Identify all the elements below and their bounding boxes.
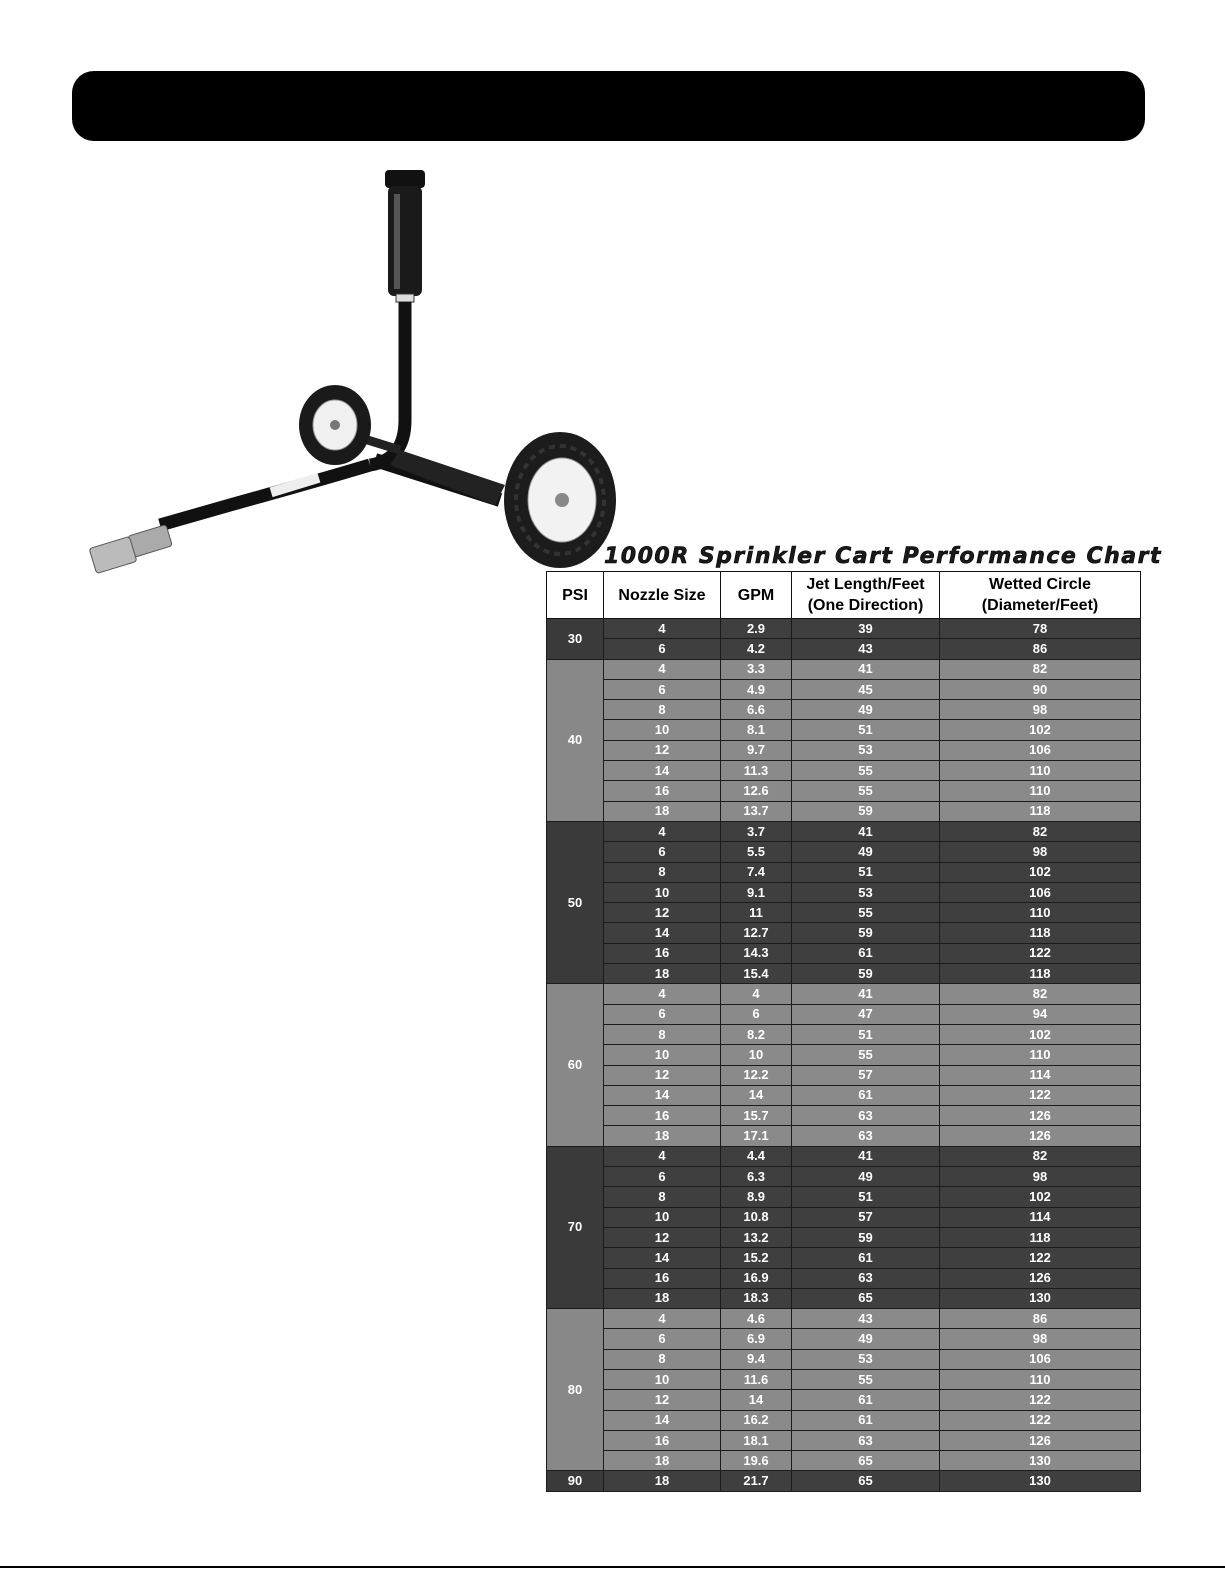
- table-row: [547, 964, 1141, 984]
- gpm-cell: 7.4: [721, 862, 792, 882]
- jet-length-cell: 51: [792, 1024, 940, 1044]
- nozzle-size-cell: 4: [604, 1146, 721, 1166]
- nozzle-size-cell: 4: [604, 619, 721, 639]
- nozzle-size-cell: 4: [604, 984, 721, 1004]
- gpm-cell: 5.5: [721, 842, 792, 862]
- header-nozzle-size: Nozzle Size: [604, 572, 721, 619]
- wetted-circle-cell: 130: [940, 1471, 1141, 1491]
- wetted-circle-cell: 86: [940, 1309, 1141, 1329]
- jet-length-cell: 49: [792, 1329, 940, 1349]
- jet-length-cell: 65: [792, 1471, 940, 1491]
- nozzle-size-cell: 4: [604, 821, 721, 841]
- table-body: [547, 619, 1141, 1492]
- table-row: [547, 1187, 1141, 1207]
- gpm-cell: 9.4: [721, 1349, 792, 1369]
- table-row: [547, 1288, 1141, 1308]
- jet-length-cell: 45: [792, 679, 940, 699]
- nozzle-size-cell: 14: [604, 761, 721, 781]
- gpm-cell: 2.9: [721, 619, 792, 639]
- table-row: [547, 1248, 1141, 1268]
- jet-length-cell: 47: [792, 1004, 940, 1024]
- table-row: [547, 639, 1141, 659]
- jet-length-cell: 63: [792, 1430, 940, 1450]
- wetted-circle-cell: 110: [940, 1369, 1141, 1389]
- gpm-cell: 9.7: [721, 740, 792, 760]
- nozzle-size-cell: 14: [604, 1248, 721, 1268]
- gpm-cell: 21.7: [721, 1471, 792, 1491]
- table-row: [547, 1430, 1141, 1450]
- nozzle-size-cell: 10: [604, 1369, 721, 1389]
- table-row: [547, 1126, 1141, 1146]
- gpm-cell: 6: [721, 1004, 792, 1024]
- gpm-cell: 12.6: [721, 781, 792, 801]
- nozzle-size-cell: 16: [604, 1106, 721, 1126]
- jet-length-cell: 57: [792, 1207, 940, 1227]
- psi-cell: 70: [547, 1146, 604, 1308]
- nozzle-size-cell: 6: [604, 1329, 721, 1349]
- gpm-cell: 8.9: [721, 1187, 792, 1207]
- header-bar: [72, 71, 1145, 141]
- wetted-circle-cell: 90: [940, 679, 1141, 699]
- gpm-cell: 11.3: [721, 761, 792, 781]
- wetted-circle-cell: 126: [940, 1268, 1141, 1288]
- jet-length-cell: 61: [792, 943, 940, 963]
- table-row: [547, 1167, 1141, 1187]
- gpm-cell: 6.9: [721, 1329, 792, 1349]
- gpm-cell: 18.1: [721, 1430, 792, 1450]
- header-psi: PSI: [547, 572, 604, 619]
- wetted-circle-cell: 78: [940, 619, 1141, 639]
- table-row: [547, 1471, 1141, 1491]
- nozzle-size-cell: 6: [604, 842, 721, 862]
- gpm-cell: 16.2: [721, 1410, 792, 1430]
- gpm-cell: 3.7: [721, 821, 792, 841]
- table-row: [547, 1045, 1141, 1065]
- table-row: [547, 984, 1141, 1004]
- wetted-circle-cell: 102: [940, 1024, 1141, 1044]
- nozzle-size-cell: 8: [604, 1187, 721, 1207]
- table-row: [547, 1085, 1141, 1105]
- table-row: [547, 1451, 1141, 1471]
- gpm-cell: 4: [721, 984, 792, 1004]
- gpm-cell: 16.9: [721, 1268, 792, 1288]
- table-row: [547, 943, 1141, 963]
- gpm-cell: 15.4: [721, 964, 792, 984]
- table-row: [547, 862, 1141, 882]
- wetted-circle-cell: 98: [940, 1167, 1141, 1187]
- jet-length-cell: 53: [792, 1349, 940, 1369]
- table-row: [547, 700, 1141, 720]
- nozzle-size-cell: 8: [604, 700, 721, 720]
- wetted-circle-cell: 106: [940, 882, 1141, 902]
- jet-length-cell: 51: [792, 1187, 940, 1207]
- wetted-circle-cell: 102: [940, 862, 1141, 882]
- nozzle-size-cell: 18: [604, 801, 721, 821]
- gpm-cell: 6.3: [721, 1167, 792, 1187]
- nozzle-size-cell: 18: [604, 1126, 721, 1146]
- gpm-cell: 4.9: [721, 679, 792, 699]
- wetted-circle-cell: 86: [940, 639, 1141, 659]
- table-row: [547, 1390, 1141, 1410]
- table-row: [547, 1004, 1141, 1024]
- table-row: [547, 679, 1141, 699]
- jet-length-cell: 59: [792, 801, 940, 821]
- wetted-circle-cell: 102: [940, 1187, 1141, 1207]
- jet-length-cell: 41: [792, 1146, 940, 1166]
- jet-length-cell: 43: [792, 1309, 940, 1329]
- jet-length-cell: 59: [792, 964, 940, 984]
- wetted-circle-cell: 114: [940, 1207, 1141, 1227]
- table-row: [547, 1369, 1141, 1389]
- performance-table: [546, 571, 1141, 1492]
- table-row: [547, 842, 1141, 862]
- psi-cell: 40: [547, 659, 604, 821]
- nozzle-size-cell: 18: [604, 1451, 721, 1471]
- wetted-circle-cell: 94: [940, 1004, 1141, 1024]
- sprinkler-cart-image: [70, 160, 630, 600]
- psi-cell: 60: [547, 984, 604, 1146]
- table-row: [547, 882, 1141, 902]
- nozzle-size-cell: 4: [604, 659, 721, 679]
- nozzle-size-cell: 12: [604, 740, 721, 760]
- chart-title: 1000R Sprinkler Cart Performance Chart: [604, 544, 1163, 569]
- table-row: [547, 1024, 1141, 1044]
- gpm-cell: 12.7: [721, 923, 792, 943]
- psi-cell: 30: [547, 619, 604, 660]
- jet-length-cell: 59: [792, 1227, 940, 1247]
- wetted-circle-cell: 110: [940, 761, 1141, 781]
- jet-length-cell: 55: [792, 1369, 940, 1389]
- wetted-circle-cell: 118: [940, 964, 1141, 984]
- wetted-circle-cell: 122: [940, 1410, 1141, 1430]
- jet-length-cell: 61: [792, 1410, 940, 1430]
- jet-length-cell: 43: [792, 639, 940, 659]
- table-header-row: [547, 572, 1141, 619]
- wetted-circle-cell: 122: [940, 1248, 1141, 1268]
- nozzle-size-cell: 6: [604, 1167, 721, 1187]
- jet-length-cell: 61: [792, 1248, 940, 1268]
- nozzle-size-cell: 18: [604, 1288, 721, 1308]
- table-row: [547, 801, 1141, 821]
- jet-length-cell: 49: [792, 700, 940, 720]
- psi-cell: 50: [547, 821, 604, 983]
- wetted-circle-cell: 122: [940, 943, 1141, 963]
- gpm-cell: 4.6: [721, 1309, 792, 1329]
- nozzle-size-cell: 8: [604, 1024, 721, 1044]
- nozzle-size-cell: 18: [604, 1471, 721, 1491]
- jet-length-cell: 63: [792, 1268, 940, 1288]
- wetted-circle-cell: 114: [940, 1065, 1141, 1085]
- nozzle-size-cell: 16: [604, 781, 721, 801]
- wetted-circle-cell: 122: [940, 1085, 1141, 1105]
- table-row: [547, 1106, 1141, 1126]
- nozzle-size-cell: 6: [604, 679, 721, 699]
- wetted-circle-cell: 126: [940, 1430, 1141, 1450]
- table-row: [547, 1329, 1141, 1349]
- table-row: [547, 903, 1141, 923]
- nozzle-size-cell: 14: [604, 1085, 721, 1105]
- wetted-circle-cell: 98: [940, 1329, 1141, 1349]
- jet-length-cell: 55: [792, 781, 940, 801]
- jet-length-cell: 53: [792, 882, 940, 902]
- jet-length-cell: 57: [792, 1065, 940, 1085]
- table-row: [547, 720, 1141, 740]
- nozzle-size-cell: 12: [604, 903, 721, 923]
- nozzle-size-cell: 10: [604, 1207, 721, 1227]
- jet-length-cell: 49: [792, 842, 940, 862]
- wetted-circle-cell: 82: [940, 1146, 1141, 1166]
- gpm-cell: 6.6: [721, 700, 792, 720]
- nozzle-size-cell: 10: [604, 882, 721, 902]
- table-row: [547, 761, 1141, 781]
- gpm-cell: 11: [721, 903, 792, 923]
- wetted-circle-cell: 82: [940, 984, 1141, 1004]
- gpm-cell: 17.1: [721, 1126, 792, 1146]
- jet-length-cell: 61: [792, 1085, 940, 1105]
- gpm-cell: 11.6: [721, 1369, 792, 1389]
- nozzle-size-cell: 10: [604, 720, 721, 740]
- wetted-circle-cell: 98: [940, 842, 1141, 862]
- table-row: [547, 1227, 1141, 1247]
- nozzle-size-cell: 16: [604, 1430, 721, 1450]
- table-row: [547, 740, 1141, 760]
- jet-length-cell: 41: [792, 659, 940, 679]
- wetted-circle-cell: 126: [940, 1106, 1141, 1126]
- gpm-cell: 10.8: [721, 1207, 792, 1227]
- nozzle-size-cell: 8: [604, 1349, 721, 1369]
- gpm-cell: 12.2: [721, 1065, 792, 1085]
- table-row: [547, 1309, 1141, 1329]
- jet-length-cell: 55: [792, 903, 940, 923]
- wetted-circle-cell: 130: [940, 1288, 1141, 1308]
- jet-length-cell: 49: [792, 1167, 940, 1187]
- table-row: [547, 923, 1141, 943]
- nozzle-size-cell: 12: [604, 1227, 721, 1247]
- wetted-circle-cell: 118: [940, 801, 1141, 821]
- table-row: [547, 1065, 1141, 1085]
- nozzle-size-cell: 6: [604, 639, 721, 659]
- gpm-cell: 4.4: [721, 1146, 792, 1166]
- nozzle-size-cell: 12: [604, 1065, 721, 1085]
- gpm-cell: 4.2: [721, 639, 792, 659]
- jet-length-cell: 65: [792, 1288, 940, 1308]
- nozzle-size-cell: 14: [604, 1410, 721, 1430]
- gpm-cell: 13.2: [721, 1227, 792, 1247]
- wetted-circle-cell: 126: [940, 1126, 1141, 1146]
- wetted-circle-cell: 106: [940, 740, 1141, 760]
- nozzle-size-cell: 16: [604, 943, 721, 963]
- nozzle-size-cell: 16: [604, 1268, 721, 1288]
- gpm-cell: 18.3: [721, 1288, 792, 1308]
- nozzle-size-cell: 14: [604, 923, 721, 943]
- gpm-cell: 9.1: [721, 882, 792, 902]
- header-jet-length: Jet Length/Feet (One Direction): [792, 572, 940, 619]
- gpm-cell: 15.7: [721, 1106, 792, 1126]
- gpm-cell: 19.6: [721, 1451, 792, 1471]
- wetted-circle-cell: 106: [940, 1349, 1141, 1369]
- wetted-circle-cell: 118: [940, 1227, 1141, 1247]
- gpm-cell: 14.3: [721, 943, 792, 963]
- gpm-cell: 10: [721, 1045, 792, 1065]
- jet-length-cell: 63: [792, 1106, 940, 1126]
- gpm-cell: 3.3: [721, 659, 792, 679]
- wetted-circle-cell: 110: [940, 903, 1141, 923]
- table-row: [547, 1349, 1141, 1369]
- wetted-circle-cell: 82: [940, 821, 1141, 841]
- nozzle-size-cell: 18: [604, 964, 721, 984]
- jet-length-cell: 55: [792, 1045, 940, 1065]
- table-row: [547, 781, 1141, 801]
- table-row: [547, 1207, 1141, 1227]
- nozzle-size-cell: 4: [604, 1309, 721, 1329]
- wetted-circle-cell: 118: [940, 923, 1141, 943]
- wetted-circle-cell: 98: [940, 700, 1141, 720]
- table-row: [547, 619, 1141, 639]
- jet-length-cell: 41: [792, 984, 940, 1004]
- wetted-circle-cell: 110: [940, 781, 1141, 801]
- nozzle-size-cell: 10: [604, 1045, 721, 1065]
- wetted-circle-cell: 122: [940, 1390, 1141, 1410]
- jet-length-cell: 61: [792, 1390, 940, 1410]
- bottom-rule: [0, 1566, 1225, 1568]
- jet-length-cell: 51: [792, 862, 940, 882]
- jet-length-cell: 41: [792, 821, 940, 841]
- table-row: [547, 1146, 1141, 1166]
- gpm-cell: 8.2: [721, 1024, 792, 1044]
- jet-length-cell: 63: [792, 1126, 940, 1146]
- table-row: [547, 659, 1141, 679]
- jet-length-cell: 55: [792, 761, 940, 781]
- jet-length-cell: 51: [792, 720, 940, 740]
- gpm-cell: 15.2: [721, 1248, 792, 1268]
- jet-length-cell: 59: [792, 923, 940, 943]
- nozzle-size-cell: 6: [604, 1004, 721, 1024]
- wetted-circle-cell: 110: [940, 1045, 1141, 1065]
- jet-length-cell: 53: [792, 740, 940, 760]
- psi-cell: 90: [547, 1471, 604, 1491]
- table-row: [547, 1268, 1141, 1288]
- gpm-cell: 14: [721, 1085, 792, 1105]
- wetted-circle-cell: 130: [940, 1451, 1141, 1471]
- wetted-circle-cell: 82: [940, 659, 1141, 679]
- psi-cell: 80: [547, 1309, 604, 1471]
- jet-length-cell: 39: [792, 619, 940, 639]
- gpm-cell: 8.1: [721, 720, 792, 740]
- table-row: [547, 1410, 1141, 1430]
- jet-length-cell: 65: [792, 1451, 940, 1471]
- nozzle-size-cell: 12: [604, 1390, 721, 1410]
- header-wetted-circle: Wetted Circle (Diameter/Feet): [940, 572, 1141, 619]
- header-gpm: GPM: [721, 572, 792, 619]
- wetted-circle-cell: 102: [940, 720, 1141, 740]
- table-row: [547, 821, 1141, 841]
- gpm-cell: 13.7: [721, 801, 792, 821]
- gpm-cell: 14: [721, 1390, 792, 1410]
- nozzle-size-cell: 8: [604, 862, 721, 882]
